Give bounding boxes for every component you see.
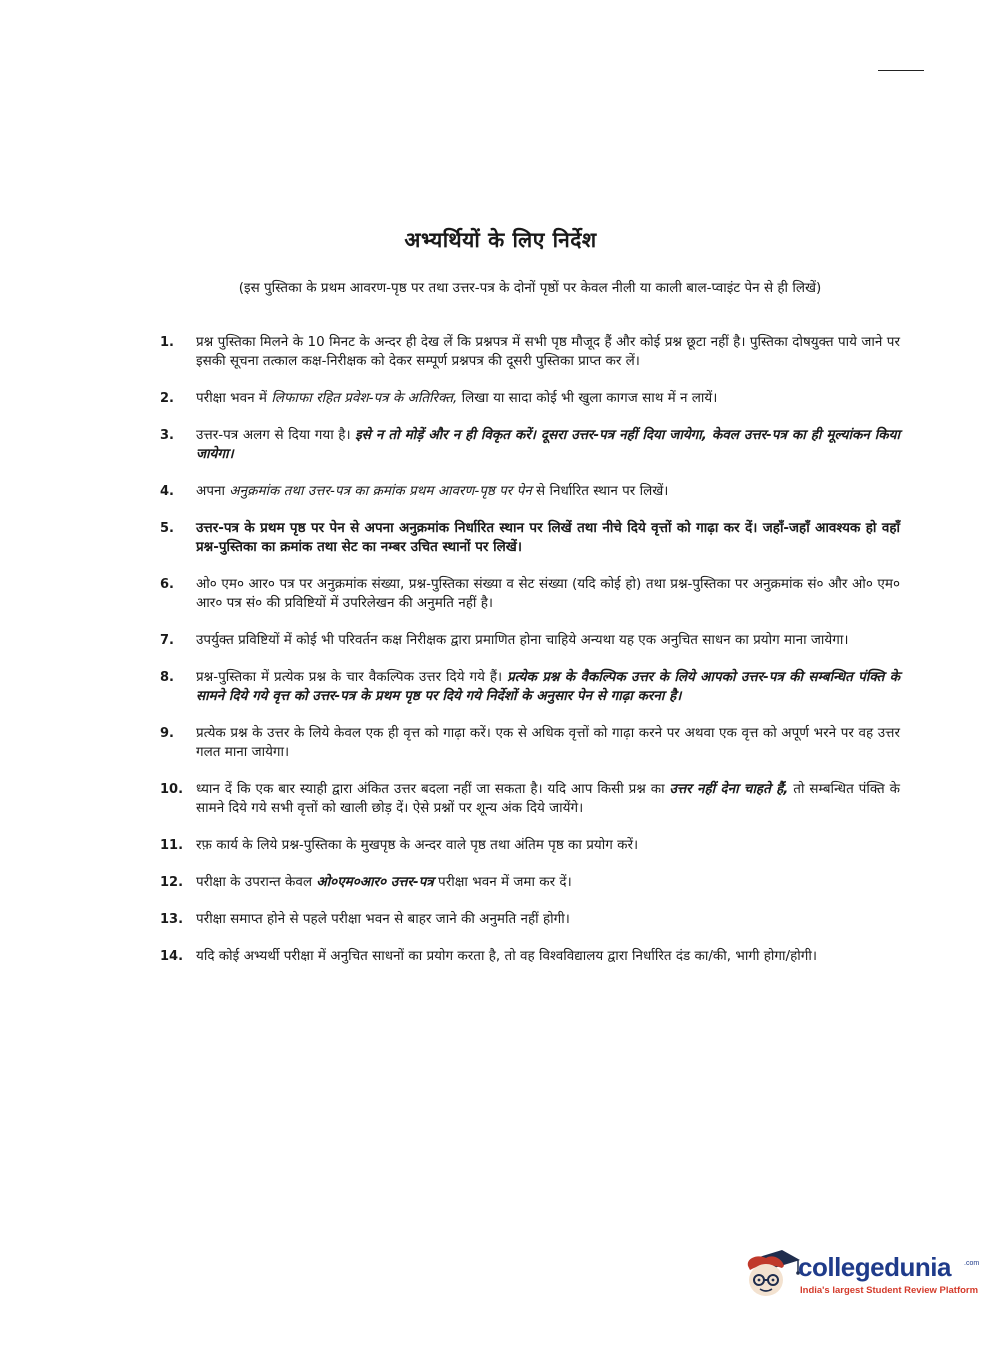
item-text-emphasis: उत्तर नहीं देना चाहते हैं, xyxy=(669,781,789,797)
item-number: 2. xyxy=(160,391,174,406)
instruction-item xyxy=(160,482,900,501)
instruction-item xyxy=(160,631,900,650)
item-text: उपर्युक्त प्रविष्टियों में कोई भी परिवर्तन कक्ष निरीक्षक द्वारा प्रमाणित होना चाहिये अन्यथा यह एक अनुचित साधन का प्रयोग माना जायेगा। xyxy=(196,632,849,648)
item-text: ओ० एम० आर० पत्र पर अनुक्रमांक संख्या, प्रश्न-पुस्तिका संख्या व सेट संख्या (यदि कोई हो) तथा प्रश्न-पुस्तिका पर अनुक्रमांक सं० और ओ० एम० आर० पत्र सं० की प्रविष्टियों में उपरिलेखन की अनुमति नहीं है। xyxy=(196,576,900,611)
item-number: 12. xyxy=(160,875,184,890)
item-text: उत्तर-पत्र के प्रथम पृष्ठ पर पेन से अपना अनुक्रमांक निर्धारित स्थान पर लिखें तथा नीचे दिये वृत्तों को गाढ़ा कर दें। जहाँ-जहाँ आवश्यक हो वहाँ प्रश्न-पुस्तिका का क्रमांक तथा सेट का नम्बर उचित स्थानों पर लिखें। xyxy=(196,520,900,555)
item-text: प्रश्न-पुस्तिका में प्रत्येक प्रश्न के चार वैकल्पिक उत्तर दिये गये हैं। xyxy=(196,669,508,685)
item-number: 1. xyxy=(160,335,174,350)
item-text: लिखा या सादा कोई भी खुला कागज साथ में न लायें। xyxy=(457,390,718,406)
instruction-item xyxy=(160,519,900,557)
logo-tagline: India's largest Student Review Platform xyxy=(800,1285,979,1296)
item-text: अपना xyxy=(196,483,230,499)
logo-name: collegedunia xyxy=(798,1252,951,1282)
instruction-item xyxy=(160,389,900,408)
instruction-item xyxy=(160,668,900,706)
logo-suffix: .com xyxy=(964,1260,980,1267)
item-number: 10. xyxy=(160,782,184,797)
instruction-item xyxy=(160,426,900,464)
item-number: 5. xyxy=(160,521,174,536)
item-text: ध्यान दें कि एक बार स्याही द्वारा अंकित उत्तर बदला नहीं जा सकता है। यदि आप किसी प्रश्न का xyxy=(196,781,670,797)
item-text-emphasis: लिफाफा रहित प्रवेश-पत्र के अतिरिक्त, xyxy=(271,390,458,406)
instruction-item xyxy=(160,910,900,929)
item-text: तो सम्बन्धित पंक्ति के सामने दिये गये सभी वृत्तों को खाली छोड़ दें। ऐसे प्रश्नों पर शून्य अंक दिये जायेंगे। xyxy=(196,781,900,816)
item-number: 9. xyxy=(160,726,174,741)
item-number: 14. xyxy=(160,949,184,964)
instruction-item xyxy=(160,724,900,762)
item-text: रफ़ कार्य के लिये प्रश्न-पुस्तिका के मुखपृष्ठ के अन्दर वाले पृष्ठ तथा अंतिम पृष्ठ का प्रयोग करें। xyxy=(196,837,639,853)
collegedunia-logo xyxy=(742,1244,980,1304)
item-text: यदि कोई अभ्यर्थी परीक्षा में अनुचित साधनों का प्रयोग करता है, तो वह विश्वविद्यालय द्वारा निर्धारित दंड का/की, भागी होगा/होगी। xyxy=(196,948,817,964)
item-text-emphasis: ओ०एम०आर० उत्तर-पत्र xyxy=(316,874,434,890)
instruction-item xyxy=(160,333,900,371)
item-text-emphasis: प्रत्येक प्रश्न के वैकल्पिक उत्तर के लिये आपको उत्तर-पत्र की सम्बन्धित पंक्ति के सामने दिये गये वृत्त को उत्तर-पत्र के प्रथम पृष्ठ पर दिये गये निर्देशों के अनुसार पेन से गाढ़ा करना है। xyxy=(196,669,900,704)
item-text: परीक्षा समाप्त होने से पहले परीक्षा भवन से बाहर जाने की अनुमति नहीं होगी। xyxy=(196,911,570,927)
top-rule xyxy=(878,70,924,71)
item-number: 7. xyxy=(160,633,174,648)
item-text: प्रश्न पुस्तिका मिलने के 10 मिनट के अन्दर ही देख लें कि प्रश्नपत्र में सभी पृष्ठ मौजूद हैं और कोई प्रश्न छूटा नहीं है। पुस्तिका दोषयुक्त पाये जाने पर इसकी सूचना तत्काल कक्ष-निरीक्षक को देकर सम्पूर्ण प्रश्नपत्र की दूसरी पुस्तिका प्राप्त कर लें। xyxy=(196,334,900,369)
item-text-emphasis: अनुक्रमांक तथा उत्तर-पत्र का क्रमांक प्रथम आवरण-पृष्ठ पर पेन xyxy=(229,483,532,499)
item-number: 11. xyxy=(160,838,184,853)
item-number: 13. xyxy=(160,912,184,927)
instruction-item xyxy=(160,836,900,855)
instruction-list xyxy=(160,333,900,984)
item-text: प्रत्येक प्रश्न के उत्तर के लिये केवल एक ही वृत्त को गाढ़ा करें। एक से अधिक वृत्तों को गाढ़ा करने पर अथवा एक वृत्त को अपूर्ण भरने पर वह उत्तर गलत माना जायेगा। xyxy=(196,725,900,760)
item-text: से निर्धारित स्थान पर लिखें। xyxy=(531,483,669,499)
item-text: परीक्षा के उपरान्त केवल xyxy=(196,874,317,890)
item-number: 6. xyxy=(160,577,174,592)
instruction-item xyxy=(160,780,900,818)
mascot-icon xyxy=(742,1244,802,1304)
item-text: उत्तर-पत्र अलग से दिया गया है। xyxy=(196,427,356,443)
page-title: अभ्यर्थियों के लिए निर्देश xyxy=(404,228,597,252)
item-number: 3. xyxy=(160,428,174,443)
item-number: 4. xyxy=(160,484,174,499)
instruction-item xyxy=(160,873,900,892)
instruction-item xyxy=(160,575,900,613)
instruction-item xyxy=(160,947,900,966)
item-text-emphasis: इसे न तो मोड़ें और न ही विकृत करें। दूसरा उत्तर-पत्र नहीं दिया जायेगा, केवल उत्तर-पत्र का ही मूल्यांकन किया जायेगा। xyxy=(196,427,900,462)
item-text: परीक्षा भवन में जमा कर दें। xyxy=(433,874,572,890)
item-text: परीक्षा भवन में xyxy=(196,390,272,406)
page-subtitle: (इस पुस्तिका के प्रथम आवरण-पृष्ठ पर तथा उत्तर-पत्र के दोनों पृष्ठों पर केवल नीली या काली बाल-प्वाइंट पेन से ही लिखें) xyxy=(238,280,822,296)
item-number: 8. xyxy=(160,670,174,685)
